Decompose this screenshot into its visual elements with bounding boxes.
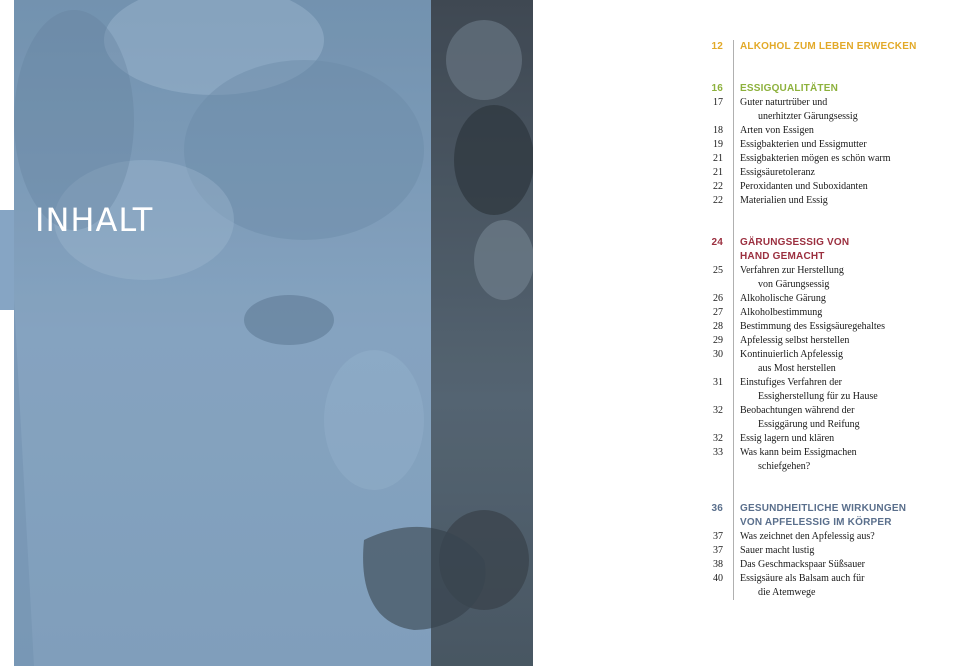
section-title bbox=[740, 502, 930, 530]
entry-title-line1: Apfelessig selbst herstellen bbox=[740, 335, 850, 346]
entry-title-line1: Alkoholbestimmung bbox=[740, 307, 823, 318]
entry-page-number: 32 bbox=[713, 405, 723, 416]
entry-title bbox=[740, 96, 930, 124]
entry-page-number: 21 bbox=[713, 167, 723, 178]
entry-title-line2: Essiggärung und Reifung bbox=[758, 419, 860, 430]
entry-title bbox=[740, 320, 930, 334]
entry-page-number: 40 bbox=[713, 573, 723, 584]
section-title bbox=[740, 40, 930, 54]
entry-title bbox=[740, 334, 930, 348]
entry-title bbox=[740, 432, 930, 446]
section-heading[interactable] bbox=[700, 82, 950, 96]
title-tab bbox=[0, 210, 14, 310]
entry-title bbox=[740, 194, 930, 208]
toc-entry[interactable] bbox=[700, 166, 950, 180]
entry-title-line1: Alkoholische Gärung bbox=[740, 293, 826, 304]
section-page-number: 36 bbox=[711, 503, 723, 514]
section-title bbox=[740, 82, 930, 96]
entry-title-line1: Kontinuierlich Apfelessig bbox=[740, 349, 844, 360]
entry-title-line2: unerhitzter Gärungsessig bbox=[758, 111, 858, 122]
toc-entry[interactable] bbox=[700, 334, 950, 348]
toc-entry[interactable] bbox=[700, 124, 950, 138]
entry-title bbox=[740, 138, 930, 152]
toc-entry[interactable] bbox=[700, 348, 950, 376]
cover-photo bbox=[14, 0, 533, 666]
toc-entry[interactable] bbox=[700, 530, 950, 544]
entry-title-line1: Was zeichnet den Apfelessig aus? bbox=[740, 531, 875, 542]
section-title bbox=[740, 236, 930, 264]
toc-entry[interactable] bbox=[700, 446, 950, 474]
entry-title-line1: Einstufiges Verfahren der bbox=[740, 377, 843, 388]
entry-title-line1: Bestimmung des Essigsäuregehaltes bbox=[740, 321, 885, 332]
entry-title bbox=[740, 558, 930, 572]
toc-section bbox=[700, 236, 950, 474]
section-title-line1: ESSIGQUALITÄTEN bbox=[740, 83, 839, 94]
entry-page-number: 29 bbox=[713, 335, 723, 346]
toc-entry[interactable] bbox=[700, 432, 950, 446]
entry-page-number: 18 bbox=[713, 125, 723, 136]
entry-page-number: 38 bbox=[713, 559, 723, 570]
entry-title-line1: Essigbakterien und Essigmutter bbox=[740, 139, 867, 150]
entry-title-line2: von Gärungsessig bbox=[758, 279, 830, 290]
entry-title bbox=[740, 376, 930, 404]
entry-title-line1: Das Geschmackspaar Süßsauer bbox=[740, 559, 865, 570]
toc-entry[interactable] bbox=[700, 96, 950, 124]
page-title: INHALT bbox=[35, 201, 154, 239]
section-title-line1: GESUNDHEITLICHE WIRKUNGEN bbox=[740, 503, 907, 514]
entry-page-number: 22 bbox=[713, 181, 723, 192]
entry-page-number: 32 bbox=[713, 433, 723, 444]
entry-title bbox=[740, 306, 930, 320]
toc-entry[interactable] bbox=[700, 572, 950, 600]
toc-entry[interactable] bbox=[700, 138, 950, 152]
entry-title-line1: Essigsäuretoleranz bbox=[740, 167, 815, 178]
entry-title bbox=[740, 572, 930, 600]
entry-title-line2: aus Most herstellen bbox=[758, 363, 836, 374]
entry-page-number: 17 bbox=[713, 97, 723, 108]
toc-entry[interactable] bbox=[700, 376, 950, 404]
entry-title bbox=[740, 292, 930, 306]
entry-title bbox=[740, 446, 930, 474]
entry-page-number: 30 bbox=[713, 349, 723, 360]
entry-title-line2: schiefgehen? bbox=[758, 461, 811, 472]
entry-page-number: 22 bbox=[713, 195, 723, 206]
section-heading[interactable] bbox=[700, 502, 950, 530]
entry-title-line1: Arten von Essigen bbox=[740, 125, 814, 136]
entry-title-line1: Essigbakterien mögen es schön warm bbox=[740, 153, 891, 164]
entry-page-number: 37 bbox=[713, 545, 723, 556]
entry-title bbox=[740, 530, 930, 544]
section-title-line2: HAND GEMACHT bbox=[740, 251, 825, 262]
section-heading[interactable] bbox=[700, 236, 950, 264]
entry-title-line2: Essigherstellung für zu Hause bbox=[758, 391, 878, 402]
toc-entry[interactable] bbox=[700, 404, 950, 432]
entry-page-number: 37 bbox=[713, 531, 723, 542]
entry-title-line1: Sauer macht lustig bbox=[740, 545, 815, 556]
entry-page-number: 31 bbox=[713, 377, 723, 388]
toc-section bbox=[700, 82, 950, 208]
entry-title-line2: die Atemwege bbox=[758, 587, 816, 598]
entry-page-number: 27 bbox=[713, 307, 723, 318]
toc-entry[interactable] bbox=[700, 152, 950, 166]
entry-page-number: 21 bbox=[713, 153, 723, 164]
toc-section bbox=[700, 40, 950, 54]
section-page-number: 12 bbox=[711, 41, 723, 52]
entry-page-number: 25 bbox=[713, 265, 723, 276]
entry-title bbox=[740, 124, 930, 138]
entry-title bbox=[740, 264, 930, 292]
entry-title bbox=[740, 152, 930, 166]
toc-entry[interactable] bbox=[700, 306, 950, 320]
entry-title-line1: Beobachtungen während der bbox=[740, 405, 855, 416]
entry-page-number: 26 bbox=[713, 293, 723, 304]
section-title-line1: GÄRUNGSESSIG VON bbox=[740, 237, 850, 248]
entry-title-line1: Guter naturtrüber und bbox=[740, 97, 828, 108]
section-page-number: 24 bbox=[711, 237, 723, 248]
entry-title-line1: Peroxidanten und Suboxidanten bbox=[740, 181, 868, 192]
entry-page-number: 33 bbox=[713, 447, 723, 458]
toc-entry[interactable] bbox=[700, 194, 950, 208]
toc-entry[interactable] bbox=[700, 180, 950, 194]
entry-title bbox=[740, 180, 930, 194]
toc-entry[interactable] bbox=[700, 320, 950, 334]
entry-title bbox=[740, 404, 930, 432]
section-heading[interactable] bbox=[700, 40, 950, 54]
entry-title-line1: Materialien und Essig bbox=[740, 195, 828, 206]
section-title-line2: VON APFELESSIG IM KÖRPER bbox=[740, 517, 892, 528]
toc-entry[interactable] bbox=[700, 292, 950, 306]
toc-entry[interactable] bbox=[700, 558, 950, 572]
photo-illustration bbox=[14, 0, 533, 666]
entry-title bbox=[740, 348, 930, 376]
toc-entry[interactable] bbox=[700, 264, 950, 292]
entry-title-line1: Verfahren zur Herstellung bbox=[740, 265, 844, 276]
entry-page-number: 28 bbox=[713, 321, 723, 332]
entry-page-number: 19 bbox=[713, 139, 723, 150]
entry-title-line1: Was kann beim Essigmachen bbox=[740, 447, 857, 458]
section-title-line1: ALKOHOL ZUM LEBEN ERWECKEN bbox=[740, 41, 917, 52]
entry-title bbox=[740, 544, 930, 558]
entry-title-line1: Essigsäure als Balsam auch für bbox=[740, 573, 865, 584]
section-page-number: 16 bbox=[711, 83, 723, 94]
toc-section bbox=[700, 502, 950, 600]
entry-title bbox=[740, 166, 930, 180]
toc-entry[interactable] bbox=[700, 544, 950, 558]
table-of-contents bbox=[700, 40, 950, 600]
entry-title-line1: Essig lagern und klären bbox=[740, 433, 835, 444]
